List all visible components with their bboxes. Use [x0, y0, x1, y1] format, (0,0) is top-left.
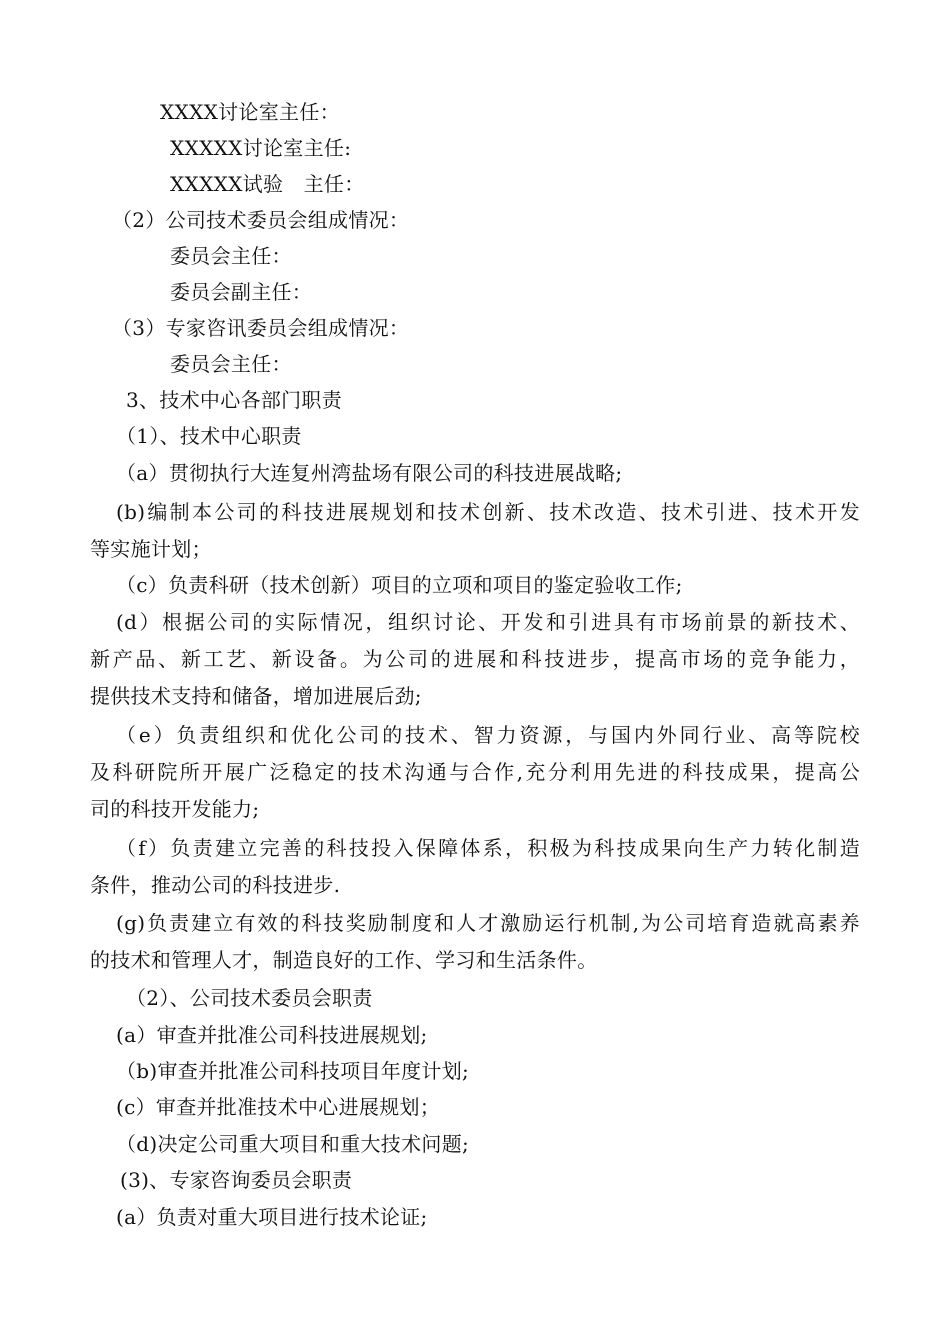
paragraph-f-line-2: 条件，推动公司的科技进步. — [90, 873, 341, 897]
committee-duty-b: （b)审查并批准公司科技项目年度计划; — [116, 1059, 470, 1083]
director-line-2: XXXXX讨论室主任: — [170, 136, 352, 160]
paragraph-b-line-2: 等实施计划； — [90, 537, 212, 561]
paragraph-c-line-1: （c）负责科研（技术创新）项目的立项和项目的鉴定验收工作; — [116, 573, 683, 597]
committee-vice-chair-line: 委员会副主任： — [170, 280, 313, 304]
paragraph-d-line-1: (d）根据公司的实际情况，组织讨论、开发和引进具有市场前景的新技术、 — [116, 610, 860, 634]
committee-chair-line: 委员会主任： — [170, 244, 292, 268]
expert-committee-heading: （3）专家咨讯委员会组成情况： — [112, 316, 410, 340]
subsection-heading-1: （1）、技术中心职责 — [116, 424, 302, 448]
paragraph-e-line-2: 及科研院所开展广泛稳定的技术沟通与合作,充分利用先进的科技成果，提高公 — [90, 760, 860, 784]
paragraph-e-line-3: 司的科技开发能力; — [90, 797, 260, 821]
paragraph-f-line-1: （f）负责建立完善的科技投入保障体系，积极为科技成果向生产力转化制造 — [116, 836, 860, 860]
paragraph-a-line-1: （a）贯彻执行大连复州湾盐场有限公司的科技进展战略; — [116, 461, 623, 485]
committee-duty-a: (a）审查并批准公司科技进展规划; — [116, 1023, 428, 1047]
paragraph-d-line-2: 新产品、新工艺、新设备。为公司的进展和科技进步，提高市场的竞争能力， — [90, 647, 860, 671]
committee-duty-c: (c）审查并批准技术中心进展规划； — [116, 1095, 441, 1119]
paragraph-d-line-3: 提供技术支持和储备，增加进展后劲; — [90, 684, 422, 708]
committee-duty-d: （d)决定公司重大项目和重大技术问题; — [116, 1132, 470, 1156]
director-line-1: XXXX讨论室主任： — [160, 100, 340, 124]
paragraph-b-line-1: (b)编制本公司的科技进展规划和技术创新、技术改造、技术引进、技术开发 — [116, 500, 860, 524]
tech-committee-heading: （2）公司技术委员会组成情况： — [112, 208, 410, 232]
paragraph-e-line-1: （e）负责组织和优化公司的技术、智力资源，与国内外同行业、高等院校 — [116, 723, 860, 747]
expert-duty-a: (a）负责对重大项目进行技术论证; — [116, 1205, 428, 1229]
paragraph-g-line-1: (g)负责建立有效的科技奖励制度和人才激励运行机制,为公司培育造就高素养 — [116, 911, 860, 935]
expert-chair-line: 委员会主任： — [170, 352, 292, 376]
subsection-heading-2: （2）、公司技术委员会职责 — [126, 986, 373, 1010]
paragraph-g-line-2: 的技术和管理人才，制造良好的工作、学习和生活条件。 — [90, 948, 598, 972]
director-line-3: XXXXX试验 主任： — [170, 172, 365, 196]
section-heading: 3、技术中心各部门职责 — [126, 388, 343, 412]
subsection-heading-3: (3)、专家咨询委员会职责 — [120, 1168, 353, 1192]
